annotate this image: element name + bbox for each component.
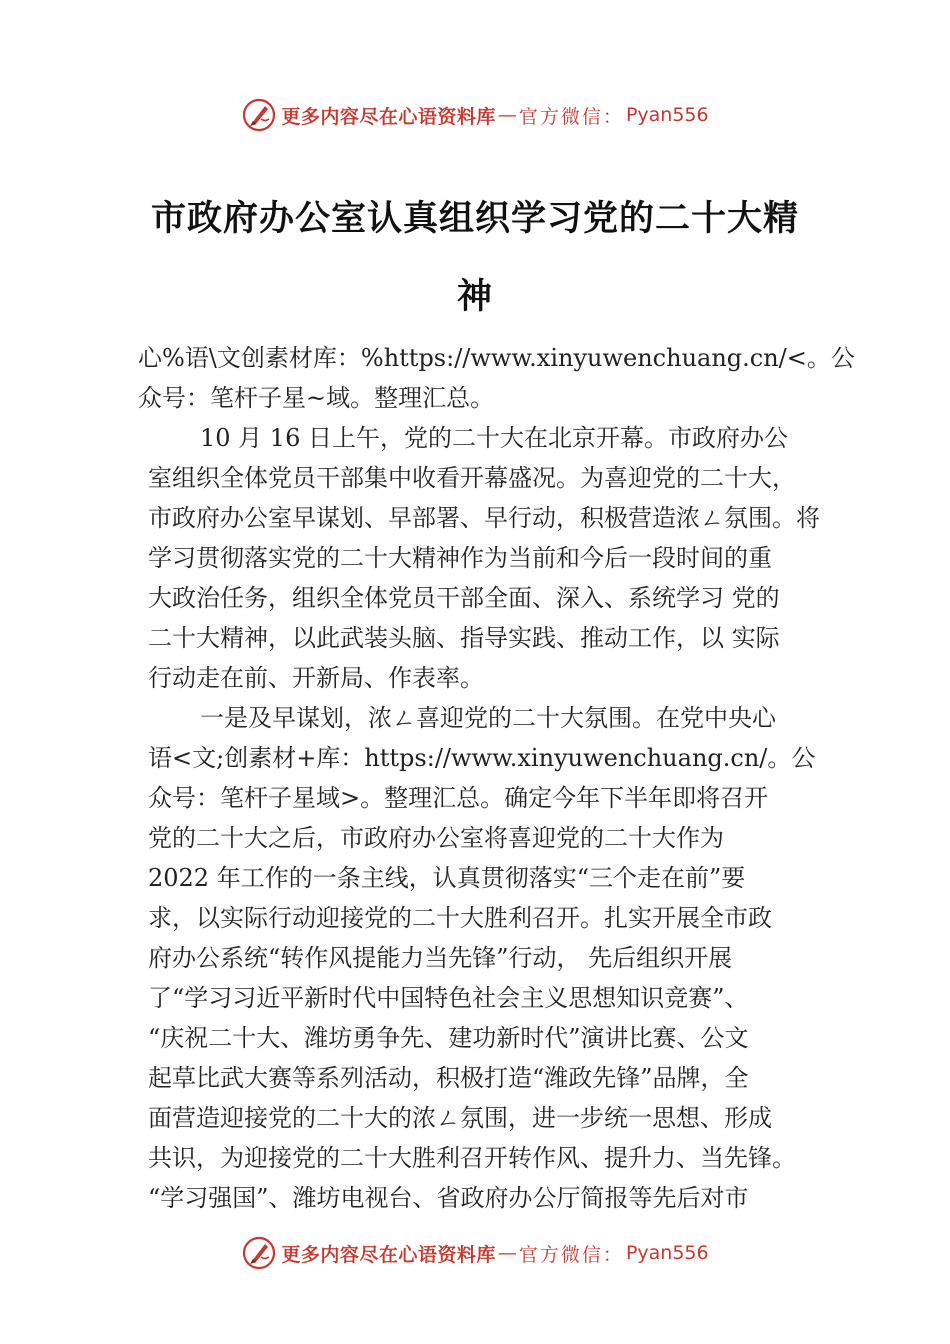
body-line: 共识，为迎接党的二十大胜利召开转作风、提升力、当先锋。: [148, 1144, 796, 1172]
body-line: 求，以实际行动迎接党的二十大胜利召开。扎实开展全市政: [148, 904, 772, 932]
body-line: 心%语\文创素材库：%https://www.xinyuwenchuang.cn/<。公: [138, 344, 855, 372]
body-line: 二十大精神，以此武装头脑、指导实践、推动工作，以 实际: [148, 624, 780, 652]
body-line: “庆祝二十大、潍坊勇争先、建功新时代”演讲比赛、公文: [148, 1024, 749, 1052]
body-line: 党的二十大之后，市政府办公室将喜迎党的二十大作为: [148, 824, 724, 852]
body-line: 市政府办公室早谋划、早部署、早行动，积极营造浓ㄥ氛围。将: [148, 504, 820, 532]
banner-wechat-label: 官方微信：: [518, 1243, 624, 1266]
banner-wechat-id: Pyan556: [625, 1242, 709, 1264]
banner-text: 更多内容尽在心语资料库: [281, 1243, 496, 1266]
banner-text: 更多内容尽在心语资料库: [281, 105, 496, 128]
banner-separator: —: [497, 104, 517, 126]
banner-separator: —: [497, 1242, 517, 1264]
footer-banner: [0, 1233, 950, 1273]
banner-wechat-id: Pyan556: [625, 104, 709, 126]
body-line: 面营造迎接党的二十大的浓ㄥ氛围，进一步统一思想、形成: [148, 1104, 772, 1132]
body-line: 众号：笔杆子星~域。整理汇总。: [138, 384, 495, 412]
document-body: [130, 338, 855, 1218]
body-line: 众号：笔杆子星域>。整理汇总。确定今年下半年即将召开: [148, 784, 769, 812]
title-line-2: 神: [456, 276, 493, 317]
body-line: 府办公系统“转作风提能力当先锋”行动， 先后组织开展: [148, 944, 733, 972]
body-line: 起草比武大赛等系列活动，积极打造“潍政先锋”品牌，全: [148, 1064, 749, 1092]
paragraph-first-line: 一是及早谋划，浓ㄥ喜迎党的二十大氛围。在党中央心: [200, 704, 776, 732]
body-line: 学习贯彻落实党的二十大精神作为当前和今后一段时间的重: [148, 544, 772, 572]
pen-logo-icon: [241, 97, 277, 133]
body-line: 室组织全体党员干部集中收看开幕盛况。为喜迎党的二十大，: [148, 464, 796, 492]
paragraph-first-line: 10 月 16 日上午，党的二十大在北京开幕。市政府办公: [200, 424, 788, 452]
document-title: [80, 180, 870, 336]
body-line: “学习强国”、潍坊电视台、省政府办公厅简报等先后对市: [148, 1184, 749, 1212]
banner-wechat-label: 官方微信：: [518, 105, 624, 128]
pen-logo-icon: [241, 1235, 277, 1271]
body-line: 了“学习习近平新时代中国特色社会主义思想知识竞赛”、: [148, 984, 749, 1012]
body-line: 大政治任务，组织全体党员干部全面、深入、系统学习 党的: [148, 584, 780, 612]
title-line-1: 市政府办公室认真组织学习党的二十大精: [150, 198, 799, 239]
body-line: 行动走在前、开新局、作表率。: [148, 664, 484, 692]
body-line: 2022 年工作的一条主线，认真贯彻落实“三个走在前”要: [148, 864, 746, 892]
body-line: 语<文;创素材+库：https://www.xinyuwenchuang.cn/。公: [148, 744, 816, 772]
header-banner: [0, 95, 950, 135]
